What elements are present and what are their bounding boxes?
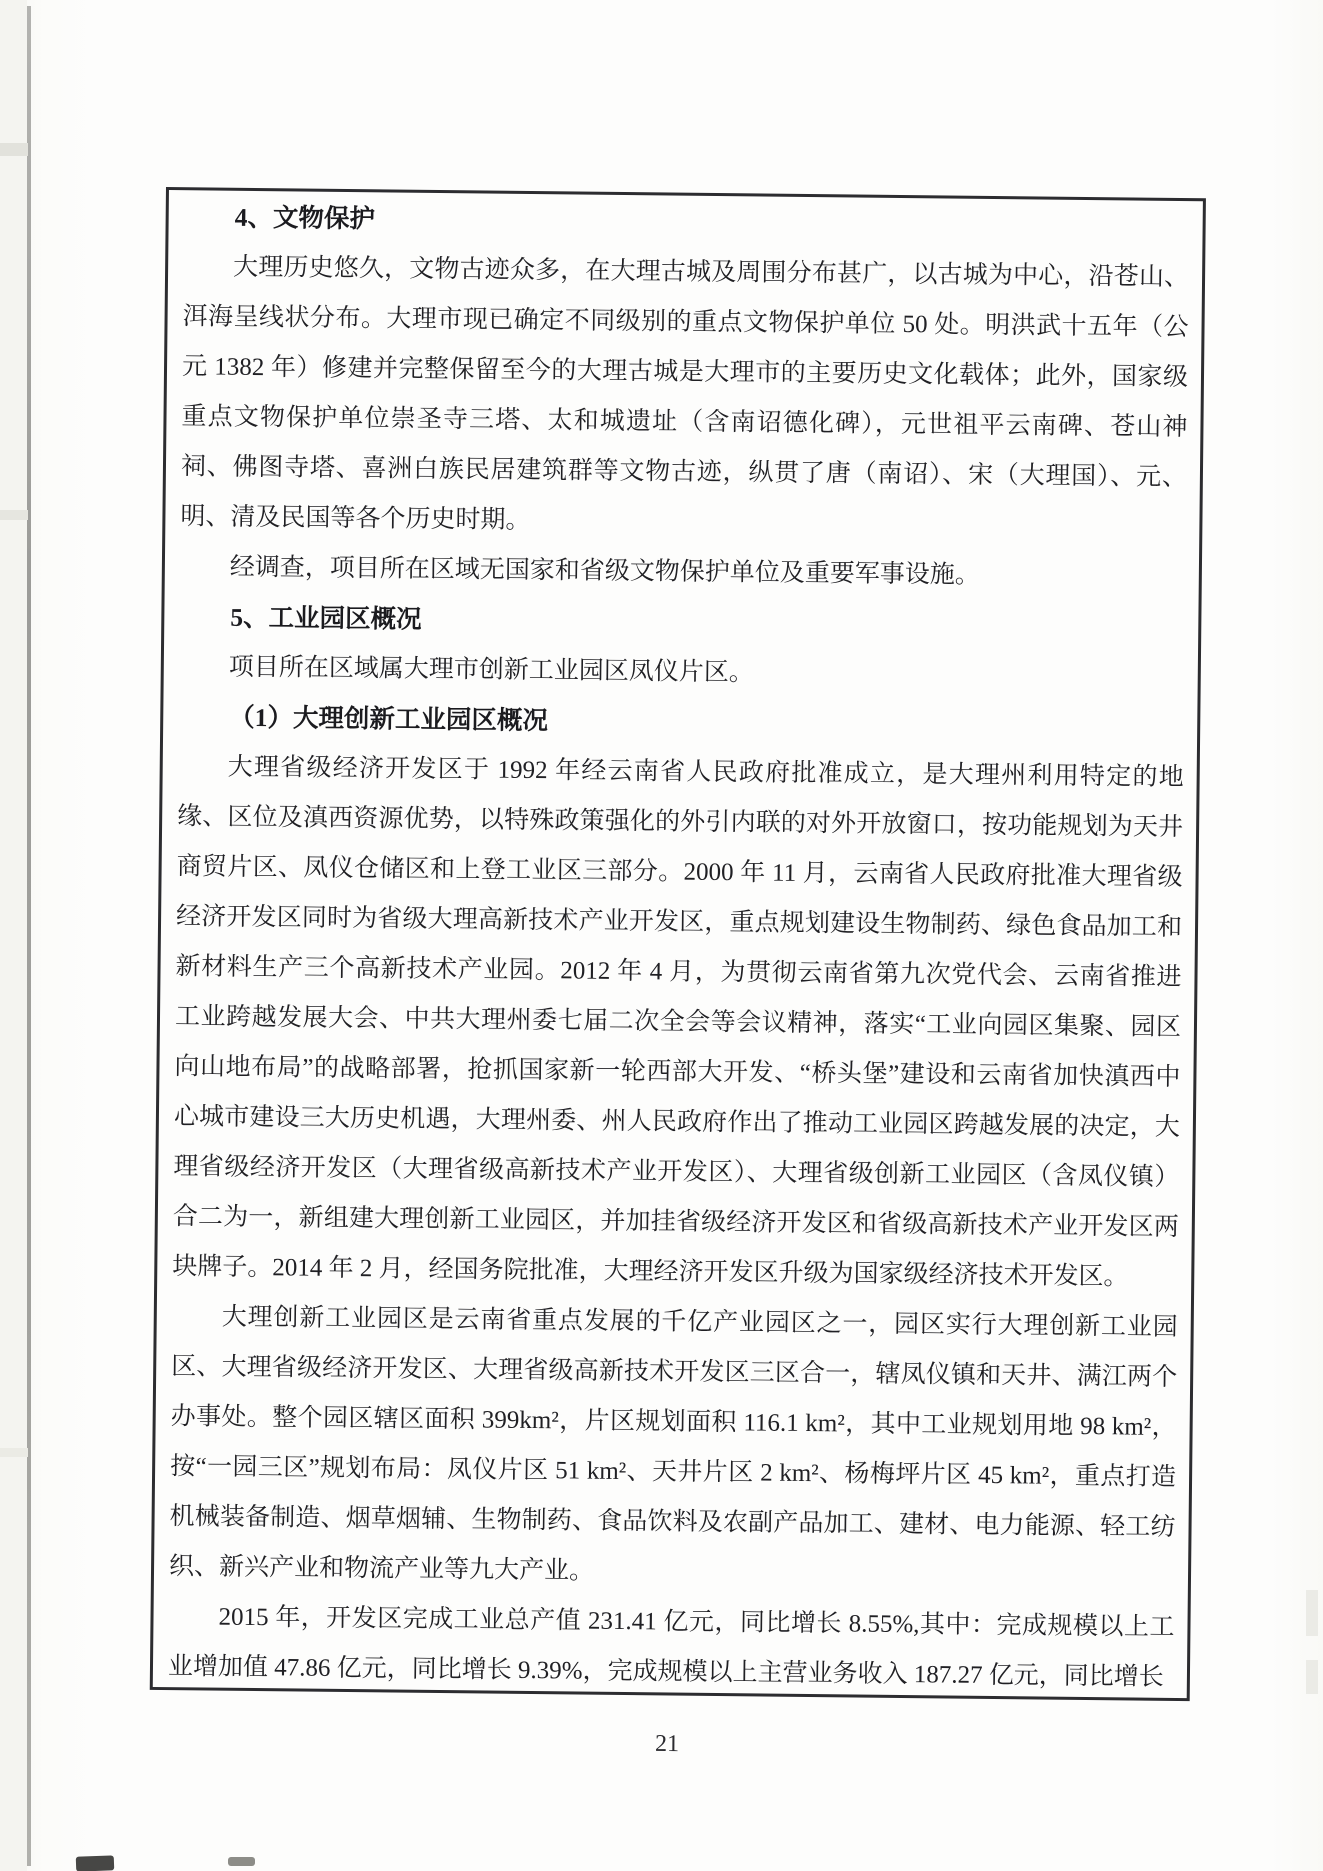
paragraph-park-economy-2015: 2015 年，开发区完成工业总产值 231.41 亿元，同比增长 8.55%,其中：完成规模以上工业增加值 47.86 亿元，同比增长 9.39%，完成规模以上主营业务收入 187.27 亿元，同比增长	[167, 1603, 1175, 1691]
scan-mark-artifact	[1306, 1660, 1318, 1694]
scan-mark-artifact	[0, 1448, 28, 1457]
scan-mark-artifact	[1306, 1590, 1318, 1636]
scan-smudge-artifact	[76, 1855, 115, 1871]
page-number: 21	[654, 1730, 680, 1758]
paragraph-survey-result: 经调查，项目所在区域无国家和省级文物保护单位及重要军事设施。	[229, 553, 981, 589]
paragraph-park-history: 大理省级经济开发区于 1992 年经云南省人民政府批准成立，是大理州利用特定的地缘、区位及滇西资源优势，以特殊政策强化的外引内联的对外开放窗口，按功能规划为天井商贸片区、凤仪仓储区和上登工业区三部分。2000 年 11 月，云南省人民政府批准大理省级经济开发区同时为省级大理高新技术产业开发区，重点规划建设生物制药、绿色食品加工和新材料生产三个高新技术产业园。2012 年 4 月，为贯彻云南省第九次党代会、云南省推进工业跨越发展大会、中共大理州委七届二次全会等会议精神，落实“工业向园区集聚、园区向山地布局”的战略部署，抢抓国家新一轮西部大开发、“桥头堡”建设和云南省加快滇西中心城市建设三大历史机遇，大理州委、州人民政府作出了推动工业园区跨越发展的决定，大理省级经济开发区（大理省级高新技术产业开发区）、大理省级创新工业园区（含凤仪镇）合二为一，新组建大理创新工业园区，并加挂省级经济开发区和省级高新技术产业开发区两块牌子。2014 年 2 月，经国务院批准，大理经济开发区升级为国家级经济技术开发区。	[172, 753, 1184, 1291]
section-heading-cultural-relics: 4、文物保护	[234, 202, 376, 234]
scan-edge-strip	[0, 0, 27, 1871]
scan-smudge-artifact	[228, 1857, 255, 1866]
scan-mark-artifact	[0, 143, 28, 156]
paragraph-project-location: 项目所在区域属大理市创新工业园区凤仪片区。	[228, 653, 754, 687]
paragraph-relics-overview: 大理历史悠久，文物古迹众多，在大理古城及周围分布甚广，以古城为中心，沿苍山、洱海呈线状分布。大理市现已确定不同级别的重点文物保护单位 50 处。明洪武十五年（公元 1382 年）修建并完整保留至今的大理古城是大理市的主要历史文化载体；此外，国家级重点文物保护单位崇圣寺三塔、太和城遗址（含南诏德化碑），元世祖平云南碑、苍山神祠、佛图寺塔、喜洲白族民居建筑群等文物古迹，纵贯了唐（南诏）、宋（大理国）、元、明、清及民国等各个历史时期。	[180, 253, 1190, 534]
section-heading-industrial-park: 5、工业园区概况	[230, 602, 422, 634]
subsection-heading-park-overview: （1）大理创新工业园区概况	[229, 702, 549, 736]
scan-vertical-line-artifact	[27, 6, 31, 1866]
paragraph-park-planning-scale: 大理创新工业园区是云南省重点发展的千亿产业园区之一，园区实行大理创新工业园区、大理省级经济开发区、大理省级高新技术开发区三区合一，辖凤仪镇和天井、满江两个办事处。整个园区辖区面积 399km²，片区规划面积 116.1 km²，其中工业规划用地 98 km²，按“一园三区”规划布局：凤仪片区 51 km²、天井片区 2 km²、杨梅坪片区 45 km²，重点打造机械装备制造、烟草烟辅、生物制药、食品饮料及农副产品加工、建材、电力能源、轻工纺织、新兴产业和物流产业等九大产业。	[168, 1303, 1178, 1585]
scan-mark-artifact	[0, 510, 28, 520]
document-border-box	[150, 187, 1206, 1701]
